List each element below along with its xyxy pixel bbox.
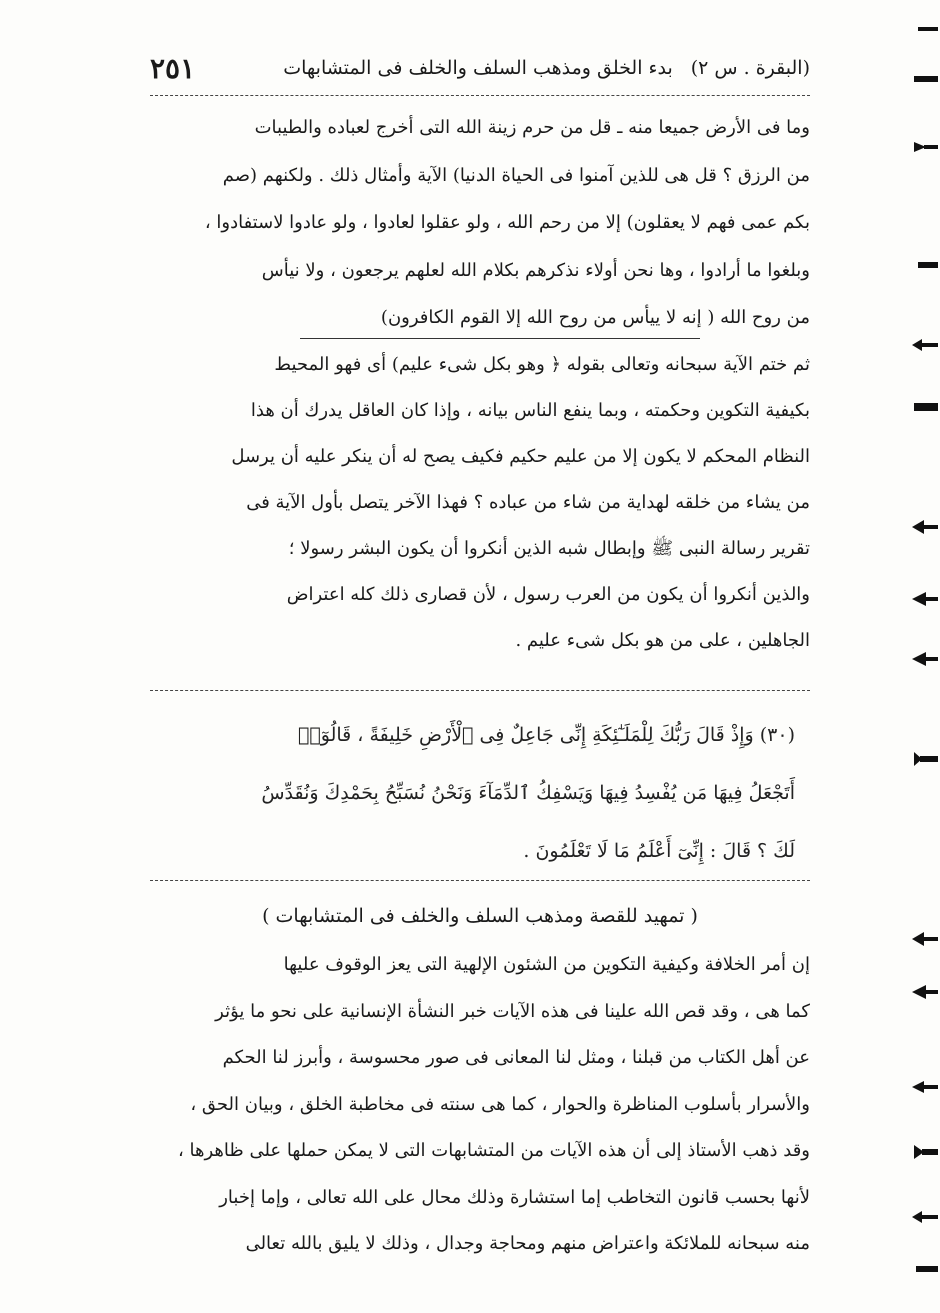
commentary-paragraph-2: [150, 342, 810, 664]
text-line: كما هى ، وقد قص الله علينا فى هذه الآيات خبر النشأة الإنسانية على نحو ما يؤثر: [215, 1000, 810, 1022]
verse-line: أَتَجْعَلُ فِيهَا مَن يُفْسِدُ فِيهَا وَيَسْفِكُ ٱلدِّمَآءَ وَنَحْنُ نُسَبِّحُ بِحَمْدِكَ وَنُقَدِّسُ: [261, 782, 795, 804]
text-line: والذين أنكروا أن يكون من العرب رسول ، لأن قصارى ذلك كله اعتراض: [286, 584, 810, 605]
text-line: إن أمر الخلافة وكيفية التكوين من الشئون الإلهية التى يعز الوقوف عليها: [283, 954, 810, 975]
commentary-paragraph-1: [150, 104, 810, 342]
quran-verse-block: [170, 706, 795, 880]
text-line: من يشاء من خلقه لهداية من شاء من عباده ؟ فهذا الآخر يتصل بأول الآية فى: [246, 492, 810, 513]
scan-edge-mark-icon: [912, 985, 938, 999]
scan-edge-mark-icon: [912, 592, 938, 606]
text-line: الجاهلين ، على من هو بكل شىء عليم .: [515, 630, 810, 651]
scan-edge-mark-icon: [912, 520, 938, 534]
text-line: من روح الله ( إنه لا ييأس من روح الله إلا القوم الكافرون): [380, 307, 810, 328]
scan-edge-mark-icon: [912, 1080, 938, 1094]
header-section-ref: (البقرة . س ٢): [690, 57, 810, 79]
verse-divider-top: [150, 690, 810, 691]
page-header: [150, 48, 810, 88]
scan-edge-mark-icon: [912, 752, 938, 766]
text-line: وما فى الأرض جميعا منه ـ قل من حرم زينة الله التى أخرج لعباده والطيبات: [254, 117, 810, 138]
verse-line: لَكَ ؟ قَالَ : إِنِّىٓ أَعْلَمُ مَا لَا تَعْلَمُونَ .: [523, 840, 795, 862]
verse-line: (٣٠) وَإِذْ قَالَ رَبُّكَ لِلْمَلَـٰٓئِكَةِ إِنِّى جَاعِلٌ فِى ٱلْأَرْضِ خَلِيفَةً ، قَالُوٓا۟: [297, 724, 795, 746]
text-line: النظام المحكم لا يكون إلا من عليم حكيم فكيف يصح له أن ينكر عليه أن يرسل: [231, 446, 810, 467]
text-line: منه سبحانه للملائكة واعتراض منهم ومحاجة وجدال ، وذلك لا يليق بالله تعالى: [245, 1233, 810, 1254]
text-line: ثم ختم الآية سبحانه وتعالى بقوله ﴿ وهو بكل شىء عليم) أى فهو المحيط: [274, 354, 810, 375]
verse-divider-bottom: [150, 880, 810, 881]
scan-edge-mark-icon: [912, 1210, 938, 1224]
text-line: والأسرار بأسلوب المناظرة والحوار ، كما هى سنته فى مخاطبة الخلق ، وبيان الحق ،: [190, 1093, 810, 1115]
scan-edge-mark-icon: [912, 400, 938, 414]
scan-edge-mark-icon: [912, 1262, 938, 1276]
scan-edge-mark-icon: [912, 652, 938, 666]
text-line: وبلغوا ما أرادوا ، وها نحن أولاء نذكرهم بكلام الله لعلهم يرجعون ، ولا نيأس: [261, 259, 810, 281]
text-line: من الرزق ؟ قل هى للذين آمنوا فى الحياة الدنيا) الآية وأمثال ذلك . ولكنهم (صم: [222, 164, 810, 186]
scan-edge-mark-icon: [912, 258, 938, 272]
scan-edge-mark-icon: [912, 1145, 938, 1159]
quote-underline: [300, 338, 700, 339]
header-divider: [150, 95, 810, 96]
scan-edge-mark-icon: [912, 338, 938, 352]
commentary-paragraph-3: [150, 942, 810, 1268]
section-heading: ( تمهيد للقصة ومذهب السلف والخلف فى المتشابهات ): [262, 905, 698, 927]
scan-edge-mark-icon: [912, 140, 938, 154]
text-line: وقد ذهب الأستاذ إلى أن هذه الآيات من المتشابهات التى لا يمكن حملها على ظاهرها ،: [177, 1140, 810, 1161]
text-line: لأنها بحسب قانون التخاطب إما استشارة وذلك محال على الله تعالى ، وإما إخبار: [219, 1186, 810, 1208]
text-line: بكم عمى فهم لا يعقلون) إلا من رحم الله ، ولو عقلوا لعادوا ، ولو عادوا لاستفادوا ،: [204, 212, 810, 233]
header-running-title: بدء الخلق ومذهب السلف والخلف فى المتشابهات: [283, 57, 673, 79]
text-line: عن أهل الكتاب من قبلنا ، ومثل لنا المعانى فى صور محسوسة ، وأبرز لنا الحكم: [222, 1047, 810, 1068]
scan-edge-mark-icon: [912, 72, 938, 86]
scan-edge-mark-icon: [912, 22, 938, 36]
text-line: بكيفية التكوين وحكمته ، وبما ينفع الناس بيانه ، وإذا كان العاقل يدرك أن هذا: [250, 400, 810, 421]
scan-edge-mark-icon: [912, 932, 938, 946]
page-number: ٢٥١: [150, 51, 196, 85]
text-line: تقرير رسالة النبى ﷺ وإبطال شبه الذين أنكروا أن يكون البشر رسولا ؛: [288, 538, 810, 559]
